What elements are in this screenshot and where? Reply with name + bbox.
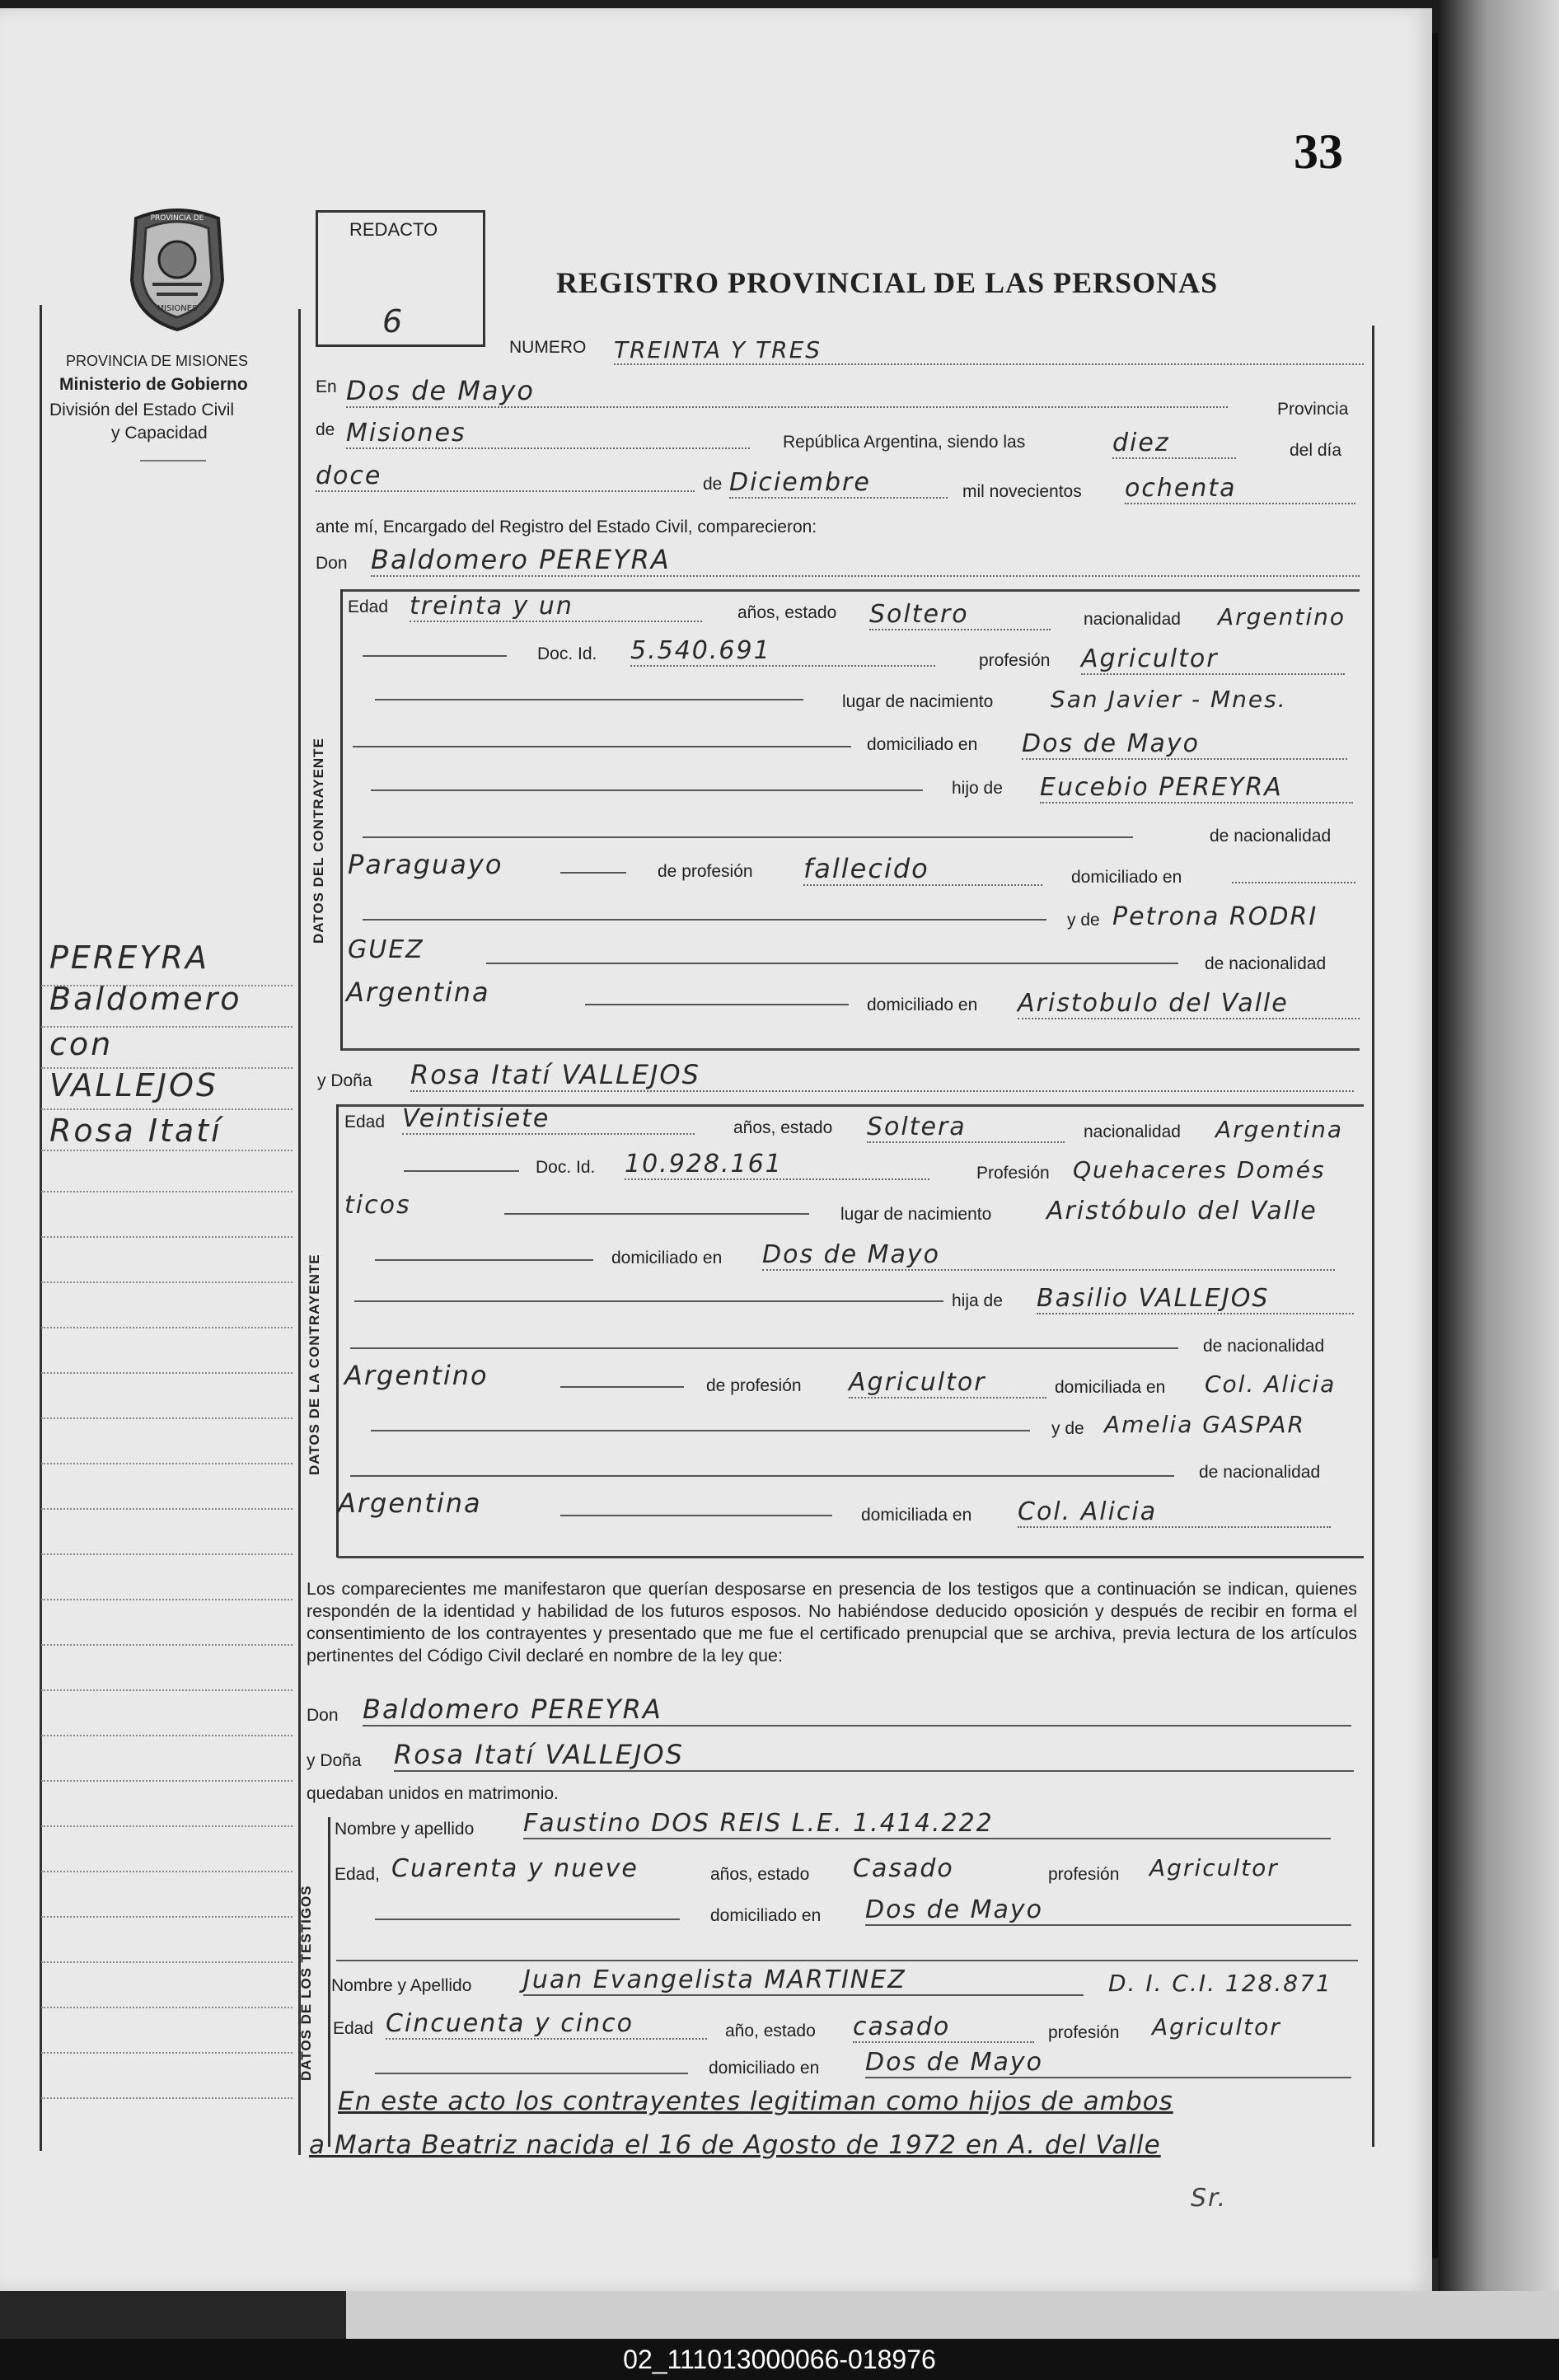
testigo1-domicilio-leader — [375, 1919, 680, 1920]
contrayenta-de-profesion-label: de profesión — [706, 1376, 802, 1395]
testigo1-nombre-label: Nombre y apellido — [335, 1820, 475, 1839]
contrayenta-hija-label: hija de — [952, 1291, 1003, 1310]
testigos-bracket — [328, 1817, 330, 2147]
contrayenta-lugar-leader — [504, 1213, 809, 1215]
contrayenta-madre-nacionalidad: Argentina — [338, 1488, 482, 1519]
file-id-footer: 02_111013000066-018976 — [0, 2339, 1559, 2380]
redacto-box — [316, 210, 485, 347]
ministry-province: PROVINCIA DE MISIONES — [66, 353, 249, 369]
contrayente-profesion-label: profesión — [979, 651, 1051, 670]
document-title: REGISTRO PROVINCIAL DE LAS PERSONAS — [556, 266, 1219, 299]
hora-value: diez — [1112, 429, 1236, 459]
contrayente-padre-nac-dash — [560, 872, 626, 874]
testigo1-edad-label: Edad, — [335, 1865, 380, 1884]
numero-value: TREINTA Y TRES — [614, 336, 1364, 365]
ministry-divider — [140, 460, 206, 461]
margin-note-line-4: VALLEJOS — [49, 1067, 219, 1103]
don-label: Don — [316, 554, 348, 573]
contrayenta-lugar-label: lugar de nacimiento — [840, 1205, 992, 1224]
testigo1-domiciliado-label: domiciliado en — [710, 1906, 822, 1925]
contrayenta-padre-domicilio: Col. Alicia — [1205, 1370, 1337, 1398]
contrayenta-domicilio-leader — [375, 1259, 593, 1261]
contrayente-madre-nac-dash — [585, 1004, 849, 1005]
contrayenta-lugar-value: Aristóbulo del Valle — [1046, 1197, 1318, 1225]
contrayenta-domiciliado-value: Dos de Mayo — [762, 1240, 1335, 1271]
de2-label: de — [703, 475, 723, 494]
testigo1-edad-value: Cuarenta y nueve — [391, 1854, 639, 1883]
testigo2-edad-label: Edad — [333, 2019, 374, 2038]
contrayente-madre-value-1: Petrona RODRI — [1112, 902, 1318, 931]
testigo2-doc-value: D. I. C.I. 128.871 — [1108, 1970, 1332, 1997]
margin-rule-right — [298, 309, 301, 2155]
contrayenta-anios-label: años, estado — [733, 1118, 833, 1137]
contrayente-y-de-label: y de — [1067, 911, 1100, 930]
page-number: 33 — [1294, 124, 1343, 179]
contrayente-doc-value: 5.540.691 — [630, 636, 935, 667]
contrayente-de-profesion-label: de profesión — [658, 862, 753, 881]
testigo2-estado-value: casado — [853, 2012, 1034, 2043]
testigo2-nombre-label: Nombre y Apellido — [331, 1976, 472, 1995]
testigo1-profesion-value: Agricultor — [1149, 1854, 1279, 1881]
signature-mark: Sr. — [1191, 2184, 1228, 2213]
contrayenta-madre-nac-dash — [560, 1515, 832, 1516]
testigo1-anios-label: años, estado — [710, 1865, 810, 1884]
declaracion-don-label: Don — [307, 1706, 339, 1725]
contrayente-hijo-leader — [371, 789, 923, 791]
contrayente-lugar-leader — [375, 699, 803, 700]
contrayente-madre-leader — [363, 919, 1046, 921]
contrayente-estado-value: Soltero — [869, 600, 1051, 630]
contrayente-padre-nac-label: de nacionalidad — [1210, 827, 1332, 846]
testigo2-anios-label: año, estado — [725, 2022, 816, 2040]
testigo1-domiciliado-value: Dos de Mayo — [865, 1895, 1351, 1926]
testigos-section-label: DATOS DE LOS TESTIGOS — [298, 1885, 314, 2081]
contrayenta-madre-domicilio: Col. Alicia — [1018, 1497, 1331, 1528]
contrayente-bottom-rule — [342, 1048, 1360, 1051]
testigo1-profesion-label: profesión — [1048, 1865, 1120, 1884]
contrayente-padre-nacionalidad: Paraguayo — [348, 849, 503, 880]
testigo2-edad-value: Cincuenta y cinco — [386, 2009, 707, 2040]
testigo2-profesion-value: Agricultor — [1152, 2013, 1281, 2040]
margin-note-line-2: Baldomero — [49, 981, 242, 1017]
contrayente-padre-value: Eucebio PEREYRA — [1040, 773, 1353, 803]
de-value: Misiones — [346, 419, 750, 449]
contrayente-nacionalidad-label: nacionalidad — [1084, 610, 1181, 629]
testigo2-domicilio-leader — [375, 2073, 688, 2074]
contrayente-padre-profesion: fallecido — [803, 853, 1042, 886]
contrayente-nacionalidad-value: Argentino — [1218, 603, 1346, 630]
nota-line-2: a Marta Beatriz nacida el 16 de Agosto de 1972 en A. del Valle — [309, 2130, 1161, 2160]
contrayente-madre-nacionalidad: Argentina — [346, 977, 490, 1008]
contrayenta-padre-profesion: Agricultor — [849, 1368, 1046, 1398]
contrayenta-profesion-label: Profesión — [976, 1164, 1050, 1183]
contrayenta-estado-value: Soltera — [867, 1113, 1065, 1143]
main-rule-right — [1372, 326, 1374, 2147]
contrayente-madre-nac-leader — [486, 963, 1178, 964]
contrayente-padre-nac-leader — [363, 836, 1133, 838]
contrayenta-madre-domiciliada-label: domiciliada en — [861, 1506, 972, 1525]
dia-value: doce — [316, 461, 695, 492]
contrayenta-edad-value: Veintisiete — [402, 1104, 695, 1135]
contrayente-profesion-value: Agricultor — [1081, 644, 1345, 675]
margin-note-line-5: Rosa Itatí — [49, 1113, 222, 1149]
contrayenta-madre-nac-label: de nacionalidad — [1199, 1463, 1321, 1482]
contrayente-doc-label: Doc. Id. — [537, 644, 597, 663]
declaracion-dona-label: y Doña — [307, 1751, 362, 1770]
background-right — [1438, 0, 1559, 2307]
contrayente-lugar-label: lugar de nacimiento — [842, 692, 994, 711]
contrayenta-dona-label: y Doña — [317, 1071, 372, 1090]
contrayenta-doc-leader — [404, 1170, 519, 1172]
contrayenta-bottom-rule — [338, 1556, 1364, 1558]
contrayenta-edad-label: Edad — [344, 1113, 386, 1131]
declaracion-don-value: Baldomero PEREYRA — [363, 1694, 1351, 1726]
contrayente-hijo-label: hijo de — [952, 779, 1003, 798]
declaracion-closing: quedaban unidos en matrimonio. — [307, 1784, 559, 1803]
document-page — [0, 8, 1432, 2291]
provincia-label: Provincia — [1277, 400, 1349, 419]
contrayenta-y-de-label: y de — [1051, 1419, 1084, 1438]
redacto-label: REDACTO — [349, 219, 438, 240]
contrayente-section-label: DATOS DEL CONTRAYENTE — [311, 738, 326, 944]
ante-text: ante mí, Encargado del Registro del Estado Civil, comparecieron: — [316, 518, 817, 536]
contrayenta-doc-label: Doc. Id. — [536, 1158, 596, 1177]
contrayenta-profesion-value-2: ticos — [344, 1191, 411, 1220]
contrayente-doc-leader — [363, 655, 507, 657]
contrayenta-hija-leader — [354, 1300, 943, 1302]
de-label: de — [316, 420, 335, 439]
mes-value: Diciembre — [729, 468, 948, 499]
nota-line-1: En este acto los contrayentes legitiman como hijos de ambos — [338, 2087, 1173, 2116]
contrayente-madre-nac-label: de nacionalidad — [1205, 954, 1327, 973]
don-value: Baldomero PEREYRA — [371, 544, 1360, 577]
seal-top-text: PROVINCIA DE — [150, 214, 204, 223]
contrayente-edad-label: Edad — [348, 597, 389, 616]
contrayenta-padre-nac-leader — [350, 1347, 1178, 1349]
contrayente-padre-domicilio-blank — [1232, 882, 1355, 883]
mil-label: mil novecientos — [962, 482, 1082, 501]
contrayente-domicilio-leader — [353, 746, 851, 747]
del-dia-label: del día — [1290, 441, 1342, 460]
en-value: Dos de Mayo — [346, 375, 1228, 408]
ministry-name: Ministerio de Gobierno — [59, 375, 248, 394]
contrayente-lugar-value: San Javier - Mnes. — [1051, 686, 1287, 713]
testigo1-estado-value: Casado — [853, 1854, 954, 1883]
contrayente-edad-value: treinta y un — [410, 592, 702, 622]
contrayenta-dona-value: Rosa Itatí VALLEJOS — [410, 1059, 1354, 1092]
margin-note-line-3: con — [49, 1026, 114, 1062]
seal-bottom-text: MISIONES — [157, 304, 198, 313]
testigo1-nombre-value: Faustino DOS REIS L.E. 1.414.222 — [523, 1809, 1331, 1839]
contrayenta-nacionalidad-label: nacionalidad — [1084, 1122, 1181, 1141]
contrayenta-padre-nacionalidad: Argentino — [344, 1360, 489, 1391]
contrayente-madre-domiciliado-label: domiciliado en — [867, 996, 978, 1014]
testigo2-domiciliado-label: domiciliado en — [709, 2059, 820, 2078]
contrayenta-nacionalidad-value: Argentina — [1215, 1116, 1344, 1143]
contrayenta-domiciliado-label: domiciliado en — [611, 1249, 723, 1267]
contrayente-bracket — [340, 589, 343, 1051]
testigo2-profesion-label: profesión — [1048, 2023, 1120, 2042]
contrayenta-padre-domiciliada-label: domiciliada en — [1055, 1378, 1166, 1397]
contrayenta-padre-value: Basilio VALLEJOS — [1037, 1284, 1354, 1314]
contrayente-madre-domicilio: Aristobulo del Valle — [1018, 989, 1360, 1019]
redacto-value: 6 — [382, 303, 405, 340]
contrayenta-profesion-value-1: Quehaceres Domés — [1073, 1156, 1326, 1183]
margin-note-line-1: PEREYRA — [49, 939, 209, 976]
en-label: En — [316, 377, 337, 396]
contrayente-domiciliado-en-label: domiciliado en — [1071, 868, 1182, 887]
contrayenta-padre-nac-label: de nacionalidad — [1203, 1337, 1325, 1356]
contrayenta-madre-leader — [371, 1430, 1030, 1431]
contrayenta-padre-nac-dash — [560, 1386, 684, 1388]
numero-label: NUMERO — [509, 338, 587, 357]
background-bottom — [346, 2291, 1559, 2340]
contrayenta-madre-nac-leader — [350, 1475, 1174, 1477]
declaracion-dona-value: Rosa Itatí VALLEJOS — [394, 1739, 1354, 1772]
coat-of-arms-seal-icon — [119, 202, 235, 334]
testigo1-bottom-rule — [336, 1960, 1358, 1961]
anio-value: ochenta — [1125, 474, 1355, 504]
ministry-division: División del Estado Civil — [49, 401, 235, 419]
contrayenta-madre-value: Amelia GASPAR — [1104, 1411, 1305, 1438]
contrayente-domiciliado-value: Dos de Mayo — [1022, 729, 1347, 760]
contrayente-madre-value-2: GUEZ — [348, 935, 424, 964]
contrayente-domiciliado-label: domiciliado en — [867, 735, 978, 754]
margin-rule-left — [40, 305, 42, 2151]
ministry-capacity: y Capacidad — [111, 424, 208, 443]
testigo2-nombre-value: Juan Evangelista MARTINEZ — [523, 1965, 1084, 1996]
republica-label: República Argentina, siendo las — [783, 433, 1026, 452]
contrayenta-doc-value: 10.928.161 — [625, 1150, 929, 1180]
declaracion-text: Los comparecientes me manifestaron que querían desposarse en presencia de los testigos que a continuación se indican, quienes respondén de la identidad y habilidad de los futuros esposos. No habiéndose deducido oposición y después de recibir en forma el consentimiento de los contrayentes y presentado que me fue el certificado prenupcial que se archiva, previa lectura de los artículos pertinentes del Código Civil declaré en nombre de la ley que: — [307, 1579, 1357, 1666]
contrayenta-section-label: DATOS DE LA CONTRAYENTE — [307, 1253, 322, 1475]
contrayente-anios-label: años, estado — [737, 603, 837, 622]
testigo2-domiciliado-value: Dos de Mayo — [865, 2048, 1351, 2078]
